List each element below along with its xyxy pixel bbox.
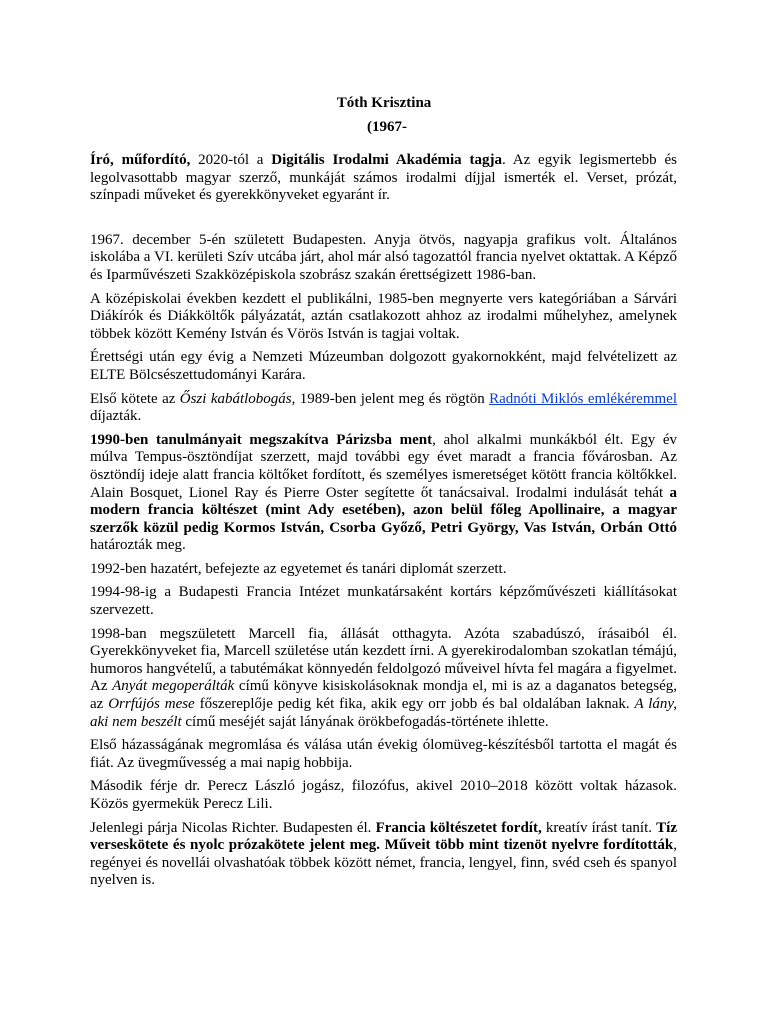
- academy-text: Digitális Irodalmi Akadémia tagja: [271, 152, 502, 168]
- university-paragraph: Érettségi után egy évig a Nemzeti Múzeumban dolgozott gyakornokként, majd felvételizett az ELTE Bölcsészettudományi Karára.: [90, 349, 677, 383]
- return-paragraph: 1992-ben hazatért, befejezte az egyetemet és tanári diplomát szerzett.: [90, 560, 507, 577]
- document-subtitle: (1967-: [367, 119, 407, 135]
- birth-paragraph: 1967. december 5-én született Budapesten. Anyja ötvös, nagyapja grafikus volt. Általános iskolába a VI. kerületi Szív utcába járt, ahol már alsó tagozattól francia nyelvet oktattak. A Képző és Iparművészeti Szakközépiskola szobrász szakán érettségizett 1986-ban.: [90, 231, 677, 283]
- role-text: Író, műfordító,: [90, 152, 191, 168]
- radnoti-award-link[interactable]: Radnóti Miklós emlékéremmel: [489, 390, 677, 407]
- intro-paragraph: Író, műfordító, 2020-tól a Digitális Irodalmi Akadémia tagja. Az egyik legismertebb és legolvasottabb magyar szerző, munkáját számos irodalmi díjjal ismerték el. Verset, prózát, színpadi műveket és gyerekkönyveket egyaránt ír.: [90, 152, 677, 204]
- marriage-paragraph: Második férje dr. Perecz László jogász, filozófus, akivel 2010–2018 között voltak házasok. Közös gyermekük Perecz Lili.: [90, 778, 677, 812]
- document-body: [90, 152, 677, 896]
- highschool-paragraph: A középiskolai években kezdett el publikálni, 1985-ben megnyerte vers kategóriában a Sárvári Diákírók és Diákköltők pályázatát, aztán csatlakozott ahhoz az irodalmi műhelyhez, amelynek többek között Kemény István és Vörös István is tagjai voltak.: [90, 290, 677, 342]
- present-paragraph: Jelenlegi párja Nicolas Richter. Budapesten él. Francia költészetet fordít, kreatív írást tanít. Tíz verseskötete és nyolc prózakötete jelent meg. Műveit több mint tizenöt nyelvre fordították, regényei és novellái olvashatóak többek között német, francia, lengyel, finn, svéd cseh és spanyol nyelven is.: [90, 819, 677, 889]
- book-title: Őszi kabátlobogás: [179, 390, 292, 407]
- paris-paragraph: 1990-ben tanulmányait megszakítva Párizsba ment, ahol alkalmi munkákból élt. Egy év múlva Tempus-ösztöndíjat szerzett, majd további egy évet maradt a francia fővárosban. Az ösztöndíj ideje alatt francia költőket fordított, és személyes ismeretséget kötött francia költőkkel. Alain Bosquet, Lionel Ray és Pierre Oster segítette őt tanácsaival. Irodalmi indulását tehát a modern francia költészet (mint Ady esetében), azon belül főleg Apollinaire, a magyar szerzők közül pedig Kormos István, Csorba Győző, Petri György, Vas István, Orbán Ottó határozták meg.: [90, 431, 677, 554]
- institute-paragraph: 1994-98-ig a Budapesti Francia Intézet munkatársaként kortárs képzőművészeti kiállításokat szervezett.: [90, 584, 677, 619]
- first-book-paragraph: Első kötete az Őszi kabátlobogás, 1989-ben jelent meg és rögtön Radnóti Miklós emlékéremmel díjazták.: [90, 390, 677, 425]
- document-title: Tóth Krisztina: [336, 95, 432, 111]
- children-books-paragraph: 1998-ban megszületett Marcell fia, állását otthagyta. Azóta szabadúszó, írásaiból él. Gyerekkönyveket fia, Marcell születése után kezdett írni. A gyerekirodalomban szokatlan témájú, humoros hangvételű, a tabutémákat könnyedén feldolgozó műveivel hívta fel magára a figyelmet. Az Anyát megoperálták című könyve kisiskolásoknak mondja el, mi is az a daganatos betegség, az Orrfújós mese főszereplője pedig két fika, akik egy orr jobb és bal oldalában laknak. A lány, aki nem beszélt című meséjét saját lányának örökbefogadás-története ihlette.: [90, 625, 677, 730]
- glass-paragraph: Első házasságának megromlása és válása után évekig ólomüveg-készítésből tartotta el magát és fiát. Az üvegművesség a mai napig hobbija.: [90, 737, 677, 771]
